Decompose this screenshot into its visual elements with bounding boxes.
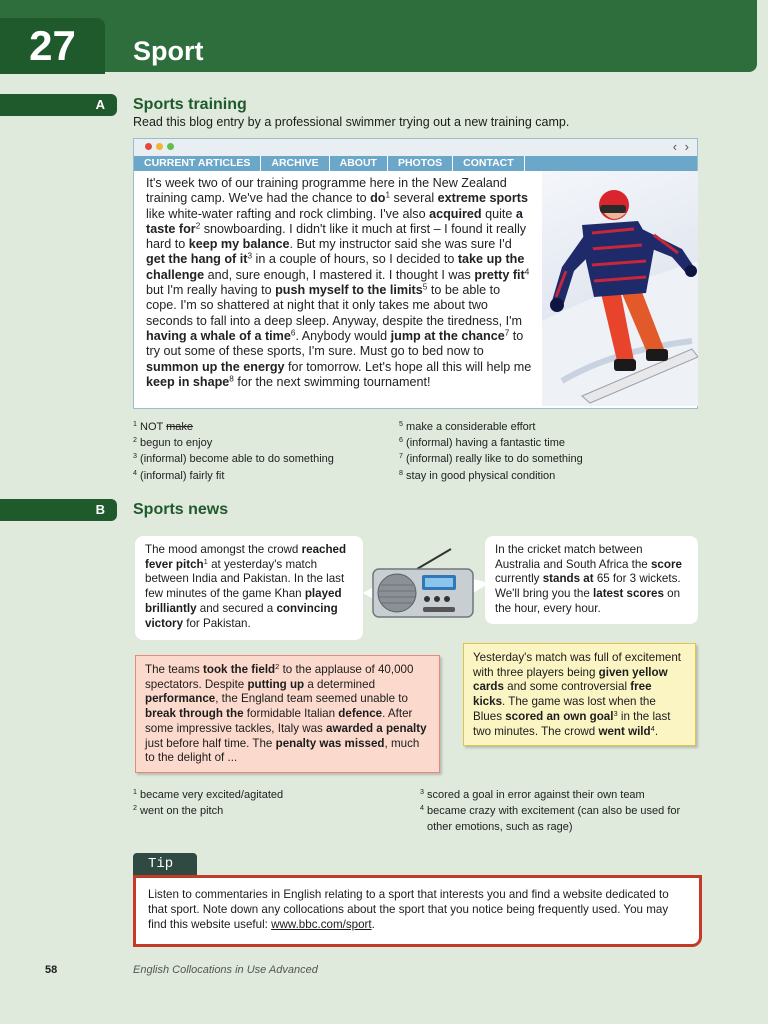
news-card-cricket-australia: In the cricket match between Australia and South Africa the score currently stands at 65 for 3 wickets. We'll bring you the latest scores on the hour, every hour. <box>485 536 698 624</box>
footnote-a4: $^4$ (informal) fairly fit <box>133 468 225 482</box>
footnote-a3: $^3$ (informal) become able to do something <box>133 452 334 466</box>
tip-label: Tip <box>133 853 197 875</box>
maximize-dot-icon[interactable] <box>167 143 174 150</box>
snowboarder-illustration <box>542 171 698 406</box>
snowboarder-photo <box>542 171 698 406</box>
blog-entry-text: It's week two of our training programme here in the New Zealand training camp. We've had the chance to $do^1$ several extreme sports like white-water rafting and rock climbing. I've also acquired quite a taste for$^2$ snowboarding. I didn't like it much at first – I found it really hard to keep my balance. But my instructor said she was sure I'd get the hang of $it^3$ in a couple of hours, so I decided to take up the challenge and, sure enough, I mastered it. I thought I was pretty fit$^4$ but I'm really having to push myself to the limits$^5$ to be able to cope. I'm so shattered at night that it only takes me about two seconds to fall into a deep sleep. Anyway, despite the tiredness, I'm having a whale of a time$^6$. Anybody would jump at the chance$^7$ to try out some of these sports, I'm sure. Must go to bed now to summon up the energy for tomorrow. Let's hope all this will help me keep in shape$^8$ for the next swimming tournament! <box>146 176 532 389</box>
bbc-sport-link[interactable]: www.bbc.com/sport <box>271 918 372 932</box>
nav-about[interactable]: ABOUT <box>330 156 388 171</box>
browser-title-bar <box>134 139 697 156</box>
footnote-b4: $^4$ became crazy with excitement (can also be used for <box>420 804 681 818</box>
section-a-title: Sports training <box>133 96 247 113</box>
page-number: 58 <box>45 964 58 976</box>
footnote-b1: $^1$ became very excited/agitated <box>133 788 284 801</box>
minimize-dot-icon[interactable] <box>156 143 163 150</box>
nav-current-articles[interactable]: CURRENT ARTICLES <box>134 156 261 171</box>
blog-browser-window <box>133 138 698 409</box>
section-a-tab <box>0 94 117 116</box>
footnote-b3: $^3$ scored a goal in error against their own team <box>420 788 645 801</box>
footnote-b4-continued: other emotions, such as rage) <box>427 821 573 834</box>
section-b-footnotes-right <box>420 787 710 836</box>
footnote-a5: $^5$ make a considerable effort <box>399 420 536 433</box>
close-dot-icon[interactable] <box>145 143 152 150</box>
nav-photos[interactable]: PHOTOS <box>388 156 453 171</box>
book-title: English Collocations in Use Advanced <box>133 964 318 976</box>
footnote-b2: $^2$ went on the pitch <box>133 804 224 818</box>
news-card-football-england-italy: The teams took the field$^2$ to the applause of 40,000 spectators. Despite putting up a determined performance, the England team seemed unable to break through the formidable Italian defence. After some impressive tackles, Italy was awarded a penalty just before half time. The penalty was missed, much to the delight of ... <box>135 655 440 773</box>
section-a-letter: A <box>95 97 105 112</box>
nav-contact[interactable]: CONTACT <box>453 156 525 171</box>
blog-navbar <box>134 156 697 171</box>
back-forward-arrows-icon[interactable]: ‹ › <box>672 139 691 154</box>
footnote-a7: $^7$ (informal) really like to do something <box>399 452 583 466</box>
section-a-intro: Read this blog entry by a professional swimmer trying out a new training camp. <box>133 115 570 129</box>
unit-title: Sport <box>133 36 204 66</box>
tip-box <box>133 875 702 947</box>
section-b-title: Sports news <box>133 501 229 518</box>
section-b-footnotes-left <box>133 787 403 819</box>
footnote-a8: $^8$ stay in good physical condition <box>399 468 556 482</box>
section-b-tab <box>0 499 117 521</box>
unit-number: 27 <box>29 22 76 69</box>
section-a-footnotes-right <box>399 419 699 484</box>
footnote-a2: $^2$ begun to enjoy <box>133 436 213 450</box>
news-card-blues-match: Yesterday's match was full of excitement with three players being given yellow cards and some controversial free kicks. The game was lost when the Blues scored an own goal$^3$ in the last two minutes. The crowd went wild$^4$. <box>463 643 696 746</box>
unit-header-bar <box>0 0 757 72</box>
tip-text: Listen to commentaries in English relating to a sport that interests you and find a website dedicated to that sport. Note down any collocations about the sport that you notice being frequently used. You may find this website useful: <box>148 888 669 932</box>
section-b-letter: B <box>95 502 105 517</box>
tip-text-end: . <box>371 918 375 932</box>
section-a-footnotes-left <box>133 419 393 484</box>
nav-archive[interactable]: ARCHIVE <box>261 156 329 171</box>
footnote-a6: $^6$ (informal) having a fantastic time <box>399 436 565 450</box>
radio-icon <box>355 545 490 620</box>
news-card-cricket-india-pakistan: The mood amongst the crowd reached fever pitch$^1$ at yesterday's match between India and Pakistan. In the last few minutes of the game Khan played brilliantly and secured a convincing victory for Pakistan. <box>135 536 363 640</box>
footnote-a1: $^1$ NOT make <box>133 420 194 433</box>
